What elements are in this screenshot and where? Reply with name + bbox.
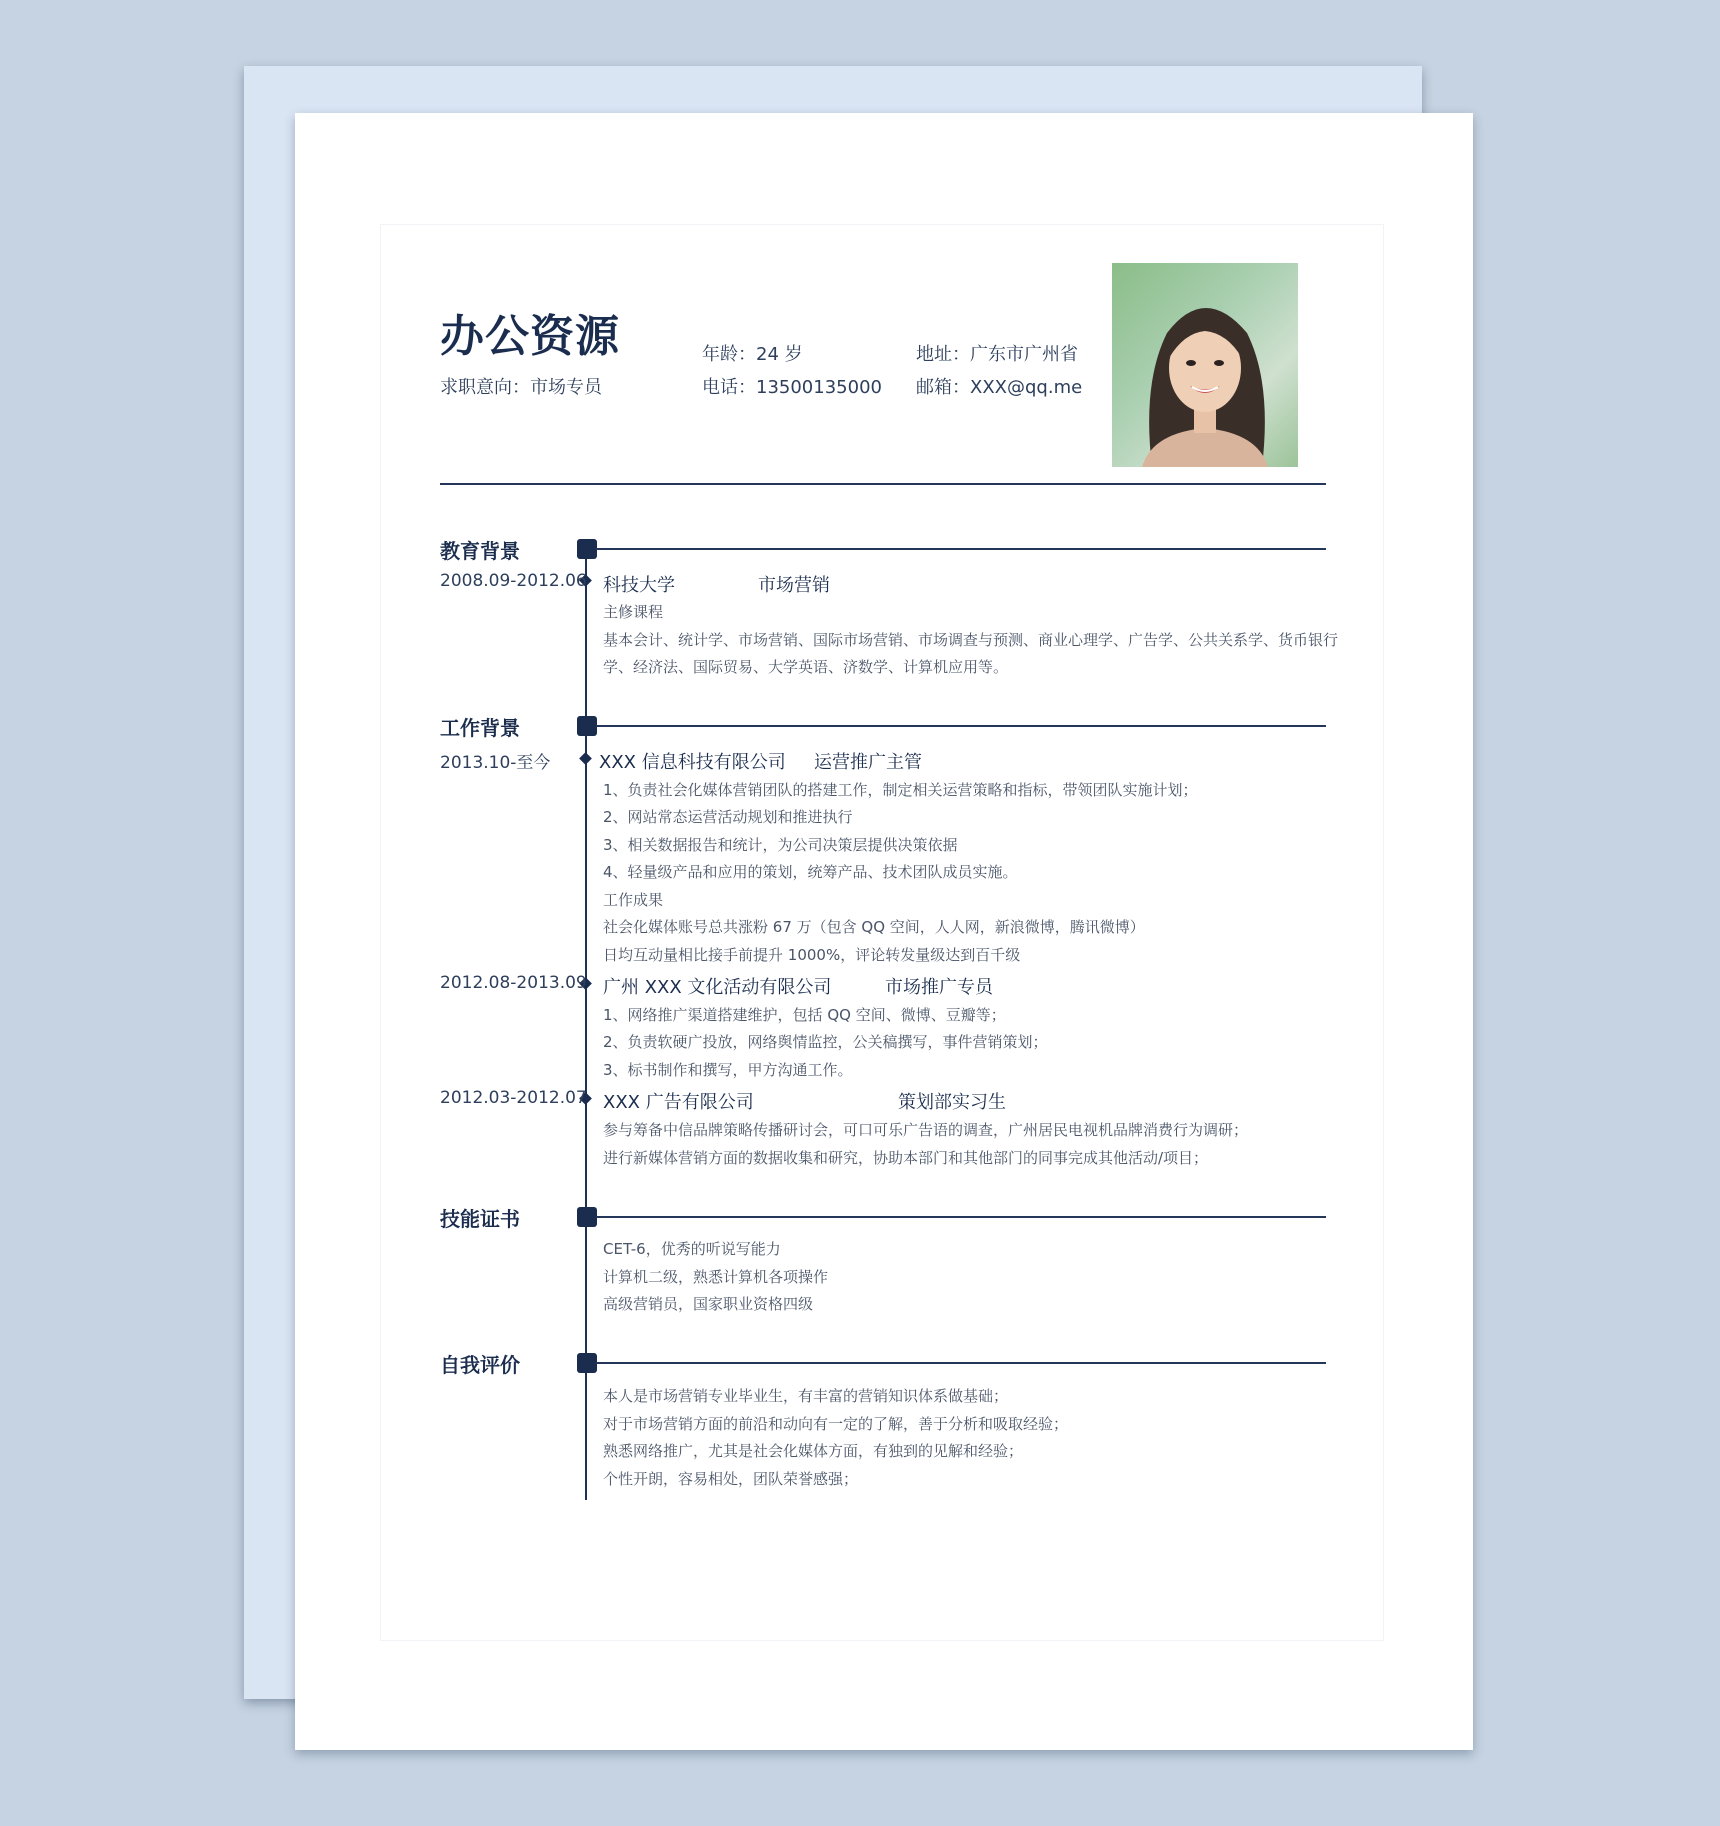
section-rule-self [596,1362,1326,1364]
education-date: 2008.09-2012.06 [440,571,587,591]
job-line: 日均互动量相比接手前提升 1000%，评论转发量级达到百千级 [603,946,1021,964]
job-date: 2012.08-2013.09 [440,973,587,993]
job-line: 1、负责社会化媒体营销团队的搭建工作，制定相关运营策略和指标，带领团队实施计划； [603,781,1198,799]
job-company: XXX 信息科技有限公司 [599,752,786,773]
education-school: 科技大学 [603,575,675,596]
job-line: 2、负责软硬广投放，网络舆情监控，公关稿撰写，事件营销策划； [603,1033,1048,1051]
section-marker-skills [577,1207,597,1227]
header-divider [440,483,1326,485]
skill-line: CET-6，优秀的听说写能力 [603,1240,781,1258]
self-line: 对于市场营销方面的前沿和动向有一定的了解，善于分析和吸取经验； [603,1415,1069,1433]
education-line: 基本会计、统计学、市场营销、国际市场营销、市场调查与预测、商业心理学、广告学、公共关系学、货币银行 [603,631,1339,649]
section-title-self: 自我评价 [440,1353,520,1377]
job-company: XXX 广告有限公司 [603,1092,754,1113]
section-rule-work [596,725,1326,727]
education-major: 市场营销 [758,575,830,596]
job-line: 进行新媒体营销方面的数据收集和研究，协助本部门和其他部门的同事完成其他活动/项目； [603,1149,1209,1167]
section-marker-self [577,1353,597,1373]
job-line: 社会化媒体账号总共涨粉 67 万（包含 QQ 空间，人人网，新浪微博，腾讯微博） [603,918,1145,936]
self-line: 个性开朗，容易相处，团队荣誉感强； [603,1470,859,1488]
job-line: 2、网站常态运营活动规划和推进执行 [603,808,853,826]
section-rule-skills [596,1216,1326,1218]
job-line: 1、网络推广渠道搭建维护，包括 QQ 空间、微博、豆瓣等； [603,1006,1006,1024]
job-role: 运营推广主管 [814,752,922,773]
job-date: 2013.10-至今 [440,753,551,773]
job-line: 参与筹备中信品牌策略传播研讨会，可口可乐广告语的调查，广州居民电视机品牌消费行为调研； [603,1121,1249,1139]
section-marker-education [577,539,597,559]
skill-line: 计算机二级，熟悉计算机各项操作 [603,1268,829,1286]
self-line: 本人是市场营销专业毕业生，有丰富的营销知识体系做基础； [603,1387,1009,1405]
job-line: 工作成果 [603,891,664,909]
job-line: 3、标书制作和撰写，甲方沟通工作。 [603,1061,853,1079]
education-line: 主修课程 [603,603,664,621]
phone-info: 电话：13500135000 [702,377,882,398]
skill-line: 高级营销员，国家职业资格四级 [603,1295,814,1313]
job-line: 3、相关数据报告和统计，为公司决策层提供决策依据 [603,836,958,854]
job-date: 2012.03-2012.07 [440,1088,587,1108]
email-info: 邮箱：XXX@qq.me [916,377,1083,398]
section-title-skills: 技能证书 [440,1207,520,1231]
resume-name: 办公资源 [440,311,620,362]
section-title-work: 工作背景 [440,716,520,740]
section-rule-education [596,548,1326,550]
section-title-education: 教育背景 [440,539,520,563]
job-line: 4、轻量级产品和应用的策划，统筹产品、技术团队成员实施。 [603,863,1018,881]
job-company: 广州 XXX 文化活动有限公司 [603,977,832,998]
job-role: 市场推广专员 [885,977,993,998]
self-line: 熟悉网络推广，尤其是社会化媒体方面，有独到的见解和经验； [603,1442,1024,1460]
job-objective: 求职意向：市场专员 [440,377,602,398]
section-marker-work [577,716,597,736]
age-info: 年龄：24 岁 [702,344,803,365]
education-line: 学、经济法、国际贸易、大学英语、济数学、计算机应用等。 [603,658,1009,676]
address-info: 地址：广东市广州省 [916,344,1078,365]
job-role: 策划部实习生 [898,1092,1006,1113]
profile-photo [1112,263,1298,467]
